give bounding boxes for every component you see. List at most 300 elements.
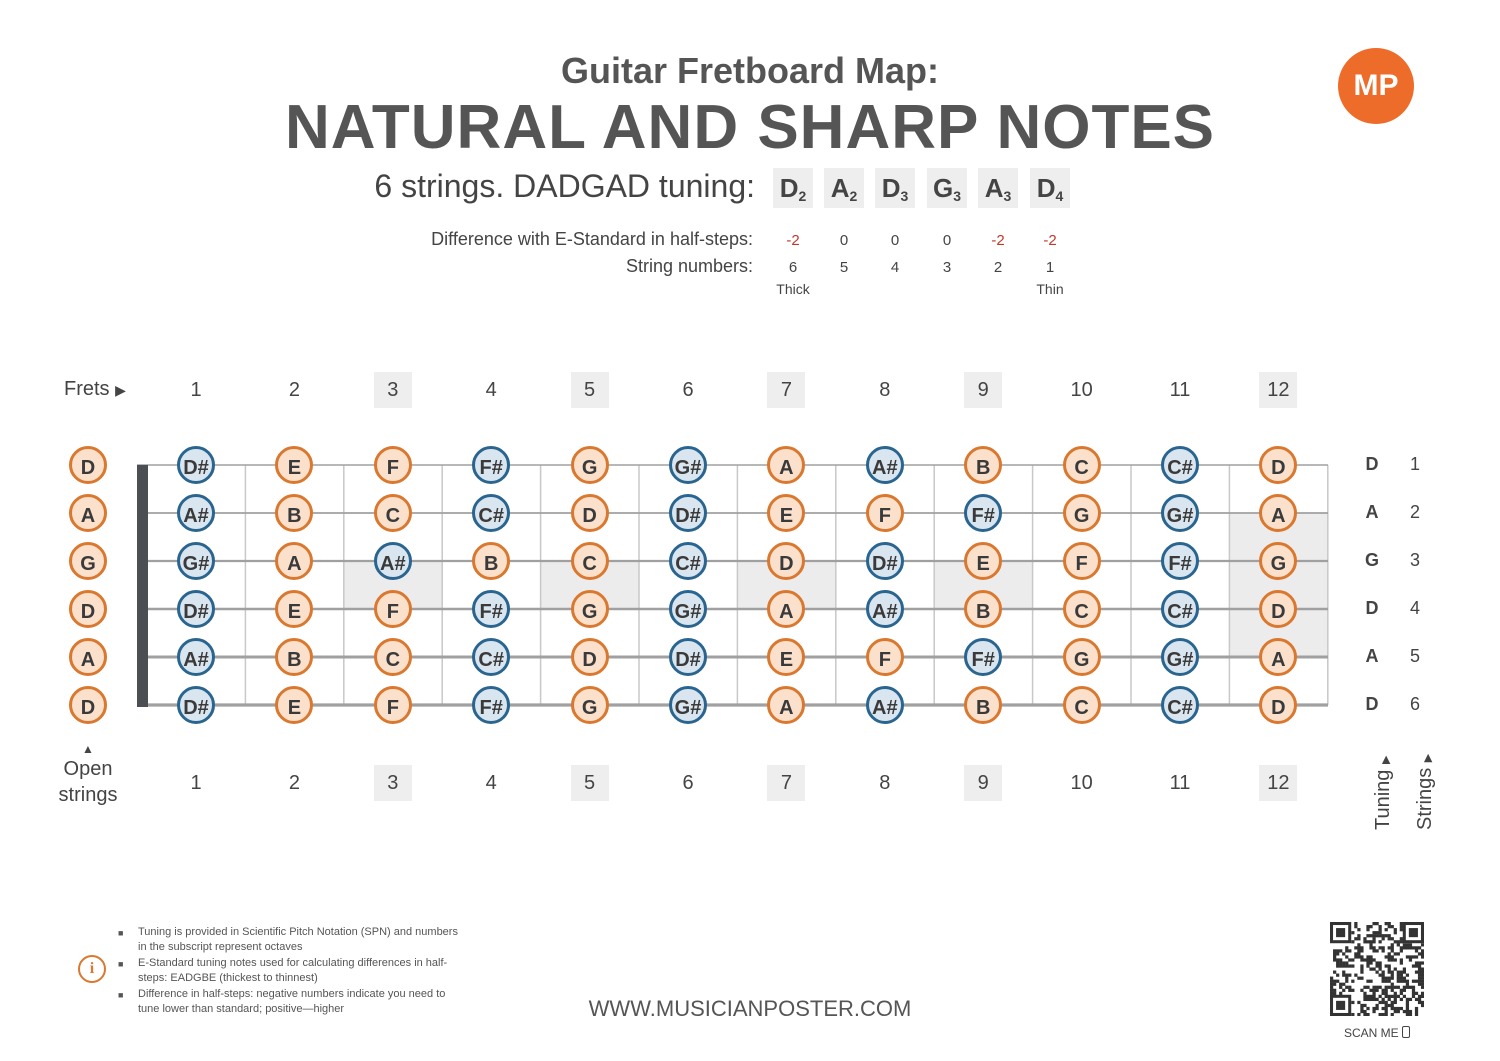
qr-module	[1403, 943, 1406, 946]
qr-module	[1391, 989, 1394, 992]
string-tuning: D	[1365, 694, 1379, 714]
qr-module	[1406, 980, 1409, 983]
fret-number: 3	[374, 372, 412, 408]
qr-module	[1339, 961, 1342, 964]
natural-note: F	[374, 446, 412, 484]
triangle-up-icon: ▲	[82, 742, 94, 756]
string-index: 5	[1409, 646, 1420, 666]
qr-module	[1382, 1013, 1385, 1016]
qr-module	[1366, 998, 1369, 1001]
string-index: 1	[1409, 454, 1420, 474]
qr-module	[1357, 955, 1360, 958]
qr-module	[1339, 949, 1342, 952]
fret-number: 8	[879, 772, 891, 794]
qr-module	[1400, 940, 1403, 943]
qr-module	[1372, 949, 1375, 952]
qr-module	[1418, 980, 1421, 983]
qr-module	[1397, 940, 1400, 943]
qr-module	[1418, 998, 1421, 1001]
sharp-note: F#	[472, 686, 510, 724]
qr-module	[1369, 998, 1372, 1001]
natural-note: A	[1259, 638, 1297, 676]
qr-module	[1382, 998, 1385, 1001]
qr-module	[1412, 980, 1415, 983]
sharp-note: F#	[964, 494, 1002, 532]
phone-icon	[1402, 1026, 1410, 1038]
qr-module	[1345, 955, 1348, 958]
qr-module	[1360, 977, 1363, 980]
string-number: 5	[839, 259, 849, 276]
qr-module	[1369, 961, 1372, 964]
difference-value: 0	[890, 232, 900, 249]
qr-module	[1333, 980, 1336, 983]
qr-module	[1385, 977, 1388, 980]
qr-module	[1375, 934, 1378, 937]
sharp-note: F#	[1161, 542, 1199, 580]
tuning-note: A	[830, 173, 850, 203]
qr-module	[1412, 992, 1415, 995]
sharp-note: C#	[1161, 686, 1199, 724]
qr-module	[1418, 961, 1421, 964]
qr-module	[1421, 952, 1424, 955]
qr-module	[1348, 989, 1351, 992]
qr-module	[1333, 983, 1336, 986]
qr-module	[1369, 958, 1372, 961]
qr-module	[1409, 958, 1412, 961]
qr-module	[1421, 961, 1424, 964]
fret-number: 10	[1070, 379, 1093, 401]
qr-module	[1351, 1001, 1354, 1004]
fret-number: 7	[767, 372, 805, 408]
tuning-octave: 2	[849, 188, 858, 204]
qr-module	[1403, 971, 1406, 974]
qr-module	[1391, 1004, 1394, 1007]
fret-number: 5	[571, 765, 609, 801]
page-title: NATURAL AND SHARP NOTES	[284, 93, 1216, 162]
qr-module	[1403, 980, 1406, 983]
qr-module	[1400, 937, 1403, 940]
qr-module	[1394, 940, 1397, 943]
scan-me-label: SCAN ME	[1330, 1026, 1424, 1040]
qr-module	[1345, 980, 1348, 983]
sharp-note: C#	[1161, 590, 1199, 628]
qr-module	[1339, 958, 1342, 961]
qr-module	[1357, 1013, 1360, 1016]
qr-module	[1342, 961, 1345, 964]
qr-module	[1369, 943, 1372, 946]
natural-note: E	[275, 446, 313, 484]
qr-module	[1385, 928, 1388, 931]
position-marker	[1229, 513, 1328, 657]
qr-module	[1388, 995, 1391, 998]
open-string-note: D	[69, 446, 107, 484]
natural-note: F	[866, 494, 904, 532]
qr-module	[1372, 946, 1375, 949]
qr-module	[1354, 952, 1357, 955]
qr-module	[1372, 1007, 1375, 1010]
natural-note: B	[964, 686, 1002, 724]
qr-module	[1418, 964, 1421, 967]
qr-module	[1372, 986, 1375, 989]
qr-module	[1357, 943, 1360, 946]
qr-module	[1388, 986, 1391, 989]
qr-module	[1385, 992, 1388, 995]
qr-module	[1333, 992, 1336, 995]
natural-note: A	[275, 542, 313, 580]
natural-note: B	[964, 590, 1002, 628]
qr-module	[1348, 949, 1351, 952]
natural-note: D	[1259, 686, 1297, 724]
qr-module	[1400, 980, 1403, 983]
qr-module	[1394, 958, 1397, 961]
qr-module	[1400, 925, 1403, 928]
qr-module	[1336, 958, 1339, 961]
qr-module	[1397, 1007, 1400, 1010]
sharp-note: A#	[374, 542, 412, 580]
qr-module	[1391, 986, 1394, 989]
qr-module	[1351, 940, 1354, 943]
sharp-note: A#	[866, 686, 904, 724]
qr-module	[1375, 922, 1378, 925]
qr-module	[1342, 983, 1345, 986]
qr-module	[1339, 983, 1342, 986]
qr-module	[1375, 961, 1378, 964]
sharp-note: G#	[669, 590, 707, 628]
qr-module	[1379, 946, 1382, 949]
qr-module	[1406, 1010, 1409, 1013]
qr-module	[1385, 934, 1388, 937]
qr-module	[1379, 964, 1382, 967]
natural-note: G	[571, 446, 609, 484]
qr-module	[1375, 998, 1378, 1001]
natural-note: B	[472, 542, 510, 580]
difference-value: 0	[839, 232, 849, 249]
qr-module	[1372, 998, 1375, 1001]
qr-module	[1385, 955, 1388, 958]
qr-module	[1397, 971, 1400, 974]
qr-module	[1382, 937, 1385, 940]
sharp-note: D#	[669, 638, 707, 676]
qr-module	[1403, 977, 1406, 980]
nut	[137, 465, 148, 707]
qr-module	[1409, 986, 1412, 989]
sharp-note: D#	[177, 590, 215, 628]
fret-number: 8	[879, 379, 891, 401]
qr-module	[1418, 971, 1421, 974]
qr-module	[1394, 967, 1397, 970]
qr-module	[1354, 946, 1357, 949]
qr-module	[1363, 1010, 1366, 1013]
sharp-note: C#	[1161, 446, 1199, 484]
qr-module	[1421, 986, 1424, 989]
qr-module	[1345, 964, 1348, 967]
qr-module	[1394, 992, 1397, 995]
qr-module	[1360, 955, 1363, 958]
string-number: 3	[942, 259, 952, 276]
qr-module	[1421, 995, 1424, 998]
qr-module	[1366, 955, 1369, 958]
string-tuning: D	[1365, 598, 1379, 618]
qr-module	[1360, 1007, 1363, 1010]
qr-module	[1363, 940, 1366, 943]
qr-module	[1421, 992, 1424, 995]
sharp-note: G#	[669, 446, 707, 484]
natural-note: G	[1063, 494, 1101, 532]
string-number: 2	[993, 259, 1003, 276]
qr-module	[1388, 922, 1391, 925]
qr-module	[1400, 998, 1403, 1001]
qr-module	[1369, 995, 1372, 998]
qr-module	[1369, 967, 1372, 970]
qr-module	[1418, 967, 1421, 970]
natural-note: A	[767, 686, 805, 724]
sharp-note: C#	[669, 542, 707, 580]
string-index: 4	[1409, 598, 1420, 618]
qr-module	[1418, 977, 1421, 980]
qr-module	[1336, 980, 1339, 983]
qr-module	[1409, 998, 1412, 1001]
qr-code[interactable]	[1330, 922, 1424, 1016]
qr-module	[1366, 980, 1369, 983]
sharp-note: D#	[669, 494, 707, 532]
qr-module	[1363, 998, 1366, 1001]
qr-module	[1366, 1013, 1369, 1016]
qr-module	[1369, 955, 1372, 958]
qr-module	[1342, 974, 1345, 977]
tuning-note: A	[984, 173, 1004, 203]
qr-module	[1382, 949, 1385, 952]
qr-module	[1391, 937, 1394, 940]
qr-module	[1385, 922, 1388, 925]
qr-module	[1403, 986, 1406, 989]
qr-module	[1388, 958, 1391, 961]
qr-module	[1360, 971, 1363, 974]
tuning-axis-label: Tuning ▶	[1372, 755, 1394, 830]
footnote: E-Standard tuning notes used for calculating differences in half-steps: EADGBE (thickest to thinnest)	[138, 957, 448, 984]
qr-module	[1330, 992, 1333, 995]
qr-module	[1351, 980, 1354, 983]
qr-module	[1357, 934, 1360, 937]
qr-module	[1336, 961, 1339, 964]
fret-number: 12	[1259, 765, 1297, 801]
qr-module	[1357, 937, 1360, 940]
qr-module	[1339, 992, 1342, 995]
qr-module	[1363, 937, 1366, 940]
qr-module	[1336, 964, 1339, 967]
qr-finder	[1336, 1001, 1345, 1010]
sharp-note: G#	[1161, 494, 1199, 532]
natural-note: G	[571, 590, 609, 628]
qr-module	[1357, 977, 1360, 980]
qr-module	[1379, 940, 1382, 943]
qr-module	[1397, 974, 1400, 977]
logo-text: MP	[1353, 69, 1399, 102]
qr-module	[1406, 1007, 1409, 1010]
qr-module	[1415, 998, 1418, 1001]
thin-label: Thin	[1036, 281, 1064, 297]
qr-module	[1360, 1004, 1363, 1007]
qr-module	[1354, 955, 1357, 958]
qr-module	[1372, 958, 1375, 961]
qr-module	[1418, 1001, 1421, 1004]
tuning-note: D	[779, 173, 799, 203]
natural-note: E	[964, 542, 1002, 580]
natural-note: C	[374, 494, 412, 532]
string-tuning: G	[1364, 550, 1379, 570]
qr-module	[1400, 949, 1403, 952]
tuning-octave: 3	[1003, 188, 1012, 204]
qr-module	[1418, 995, 1421, 998]
string-tuning: A	[1365, 502, 1379, 522]
qr-finder	[1409, 928, 1418, 937]
qr-module	[1382, 989, 1385, 992]
qr-module	[1375, 931, 1378, 934]
qr-module	[1375, 964, 1378, 967]
open-strings-label: ▲ Open strings	[48, 742, 128, 808]
natural-note: B	[275, 494, 313, 532]
qr-module	[1415, 961, 1418, 964]
qr-module	[1336, 949, 1339, 952]
sharp-note: A#	[177, 494, 215, 532]
qr-module	[1415, 946, 1418, 949]
qr-module	[1379, 1001, 1382, 1004]
qr-module	[1421, 967, 1424, 970]
qr-module	[1421, 977, 1424, 980]
website-link[interactable]: WWW.MUSICIANPOSTER.COM	[588, 996, 912, 1021]
qr-module	[1339, 986, 1342, 989]
qr-module	[1366, 928, 1369, 931]
natural-note: C	[1063, 446, 1101, 484]
qr-module	[1345, 961, 1348, 964]
string-index: 6	[1409, 694, 1420, 714]
info-icon: i	[78, 955, 106, 983]
qr-module	[1400, 974, 1403, 977]
qr-module	[1415, 1007, 1418, 1010]
qr-module	[1333, 989, 1336, 992]
qr-module	[1369, 940, 1372, 943]
qr-module	[1421, 983, 1424, 986]
sharp-note: F#	[472, 446, 510, 484]
qr-module	[1415, 955, 1418, 958]
qr-module	[1415, 949, 1418, 952]
qr-module	[1415, 1013, 1418, 1016]
qr-module	[1406, 955, 1409, 958]
string-number: 4	[890, 259, 900, 276]
qr-module	[1339, 964, 1342, 967]
qr-module	[1394, 952, 1397, 955]
qr-module	[1421, 1004, 1424, 1007]
qr-module	[1333, 971, 1336, 974]
qr-module	[1421, 943, 1424, 946]
qr-module	[1394, 928, 1397, 931]
qr-module	[1372, 992, 1375, 995]
natural-note: D	[767, 542, 805, 580]
natural-note: D	[571, 638, 609, 676]
qr-module	[1400, 977, 1403, 980]
qr-module	[1348, 958, 1351, 961]
qr-module	[1366, 964, 1369, 967]
strings-axis-label: Strings ▶	[1414, 753, 1436, 830]
fret-number: 1	[190, 379, 202, 401]
sharp-note: A#	[866, 446, 904, 484]
natural-note: C	[1063, 590, 1101, 628]
natural-note: F	[374, 686, 412, 724]
qr-module	[1357, 928, 1360, 931]
qr-module	[1369, 946, 1372, 949]
tuning-octave: 3	[953, 188, 962, 204]
qr-module	[1366, 961, 1369, 964]
qr-module	[1369, 980, 1372, 983]
qr-module	[1388, 934, 1391, 937]
qr-module	[1366, 925, 1369, 928]
qr-module	[1406, 986, 1409, 989]
difference-value: -2	[1043, 232, 1057, 249]
qr-module	[1394, 998, 1397, 1001]
qr-module	[1369, 925, 1372, 928]
qr-module	[1400, 1007, 1403, 1010]
qr-module	[1388, 952, 1391, 955]
qr-module	[1375, 971, 1378, 974]
natural-note: G	[571, 686, 609, 724]
qr-module	[1366, 934, 1369, 937]
natural-note: F	[1063, 542, 1101, 580]
qr-module	[1345, 946, 1348, 949]
qr-module	[1345, 986, 1348, 989]
qr-module	[1345, 949, 1348, 952]
qr-module	[1397, 952, 1400, 955]
qr-module	[1406, 946, 1409, 949]
qr-module	[1403, 989, 1406, 992]
qr-module	[1379, 934, 1382, 937]
qr-module	[1363, 992, 1366, 995]
string-index: 3	[1409, 550, 1420, 570]
qr-module	[1382, 971, 1385, 974]
qr-module	[1372, 967, 1375, 970]
qr-module	[1348, 986, 1351, 989]
qr-module	[1379, 925, 1382, 928]
qr-module	[1388, 977, 1391, 980]
qr-module	[1333, 952, 1336, 955]
sharp-note: F#	[472, 590, 510, 628]
qr-module	[1400, 989, 1403, 992]
qr-module	[1394, 1007, 1397, 1010]
sharp-note: A#	[866, 590, 904, 628]
triangle-right-icon: ▶	[1422, 753, 1434, 763]
qr-module	[1394, 1001, 1397, 1004]
sharp-note: C#	[472, 494, 510, 532]
qr-module	[1372, 1010, 1375, 1013]
qr-module	[1363, 995, 1366, 998]
tuning-label: 6 strings. DADGAD tuning:	[374, 168, 755, 204]
qr-module	[1388, 967, 1391, 970]
qr-module	[1375, 989, 1378, 992]
string-tuning: D	[1365, 454, 1379, 474]
qr-module	[1342, 989, 1345, 992]
fret-number: 9	[964, 372, 1002, 408]
qr-module	[1372, 995, 1375, 998]
qr-module	[1415, 971, 1418, 974]
qr-module	[1363, 1004, 1366, 1007]
qr-module	[1360, 964, 1363, 967]
qr-module	[1421, 949, 1424, 952]
frets-label: Frets ▶	[64, 378, 126, 400]
qr-module	[1394, 986, 1397, 989]
natural-note: B	[964, 446, 1002, 484]
qr-module	[1406, 943, 1409, 946]
fret-number: 1	[190, 772, 202, 794]
qr-module	[1391, 1007, 1394, 1010]
qr-module	[1391, 946, 1394, 949]
